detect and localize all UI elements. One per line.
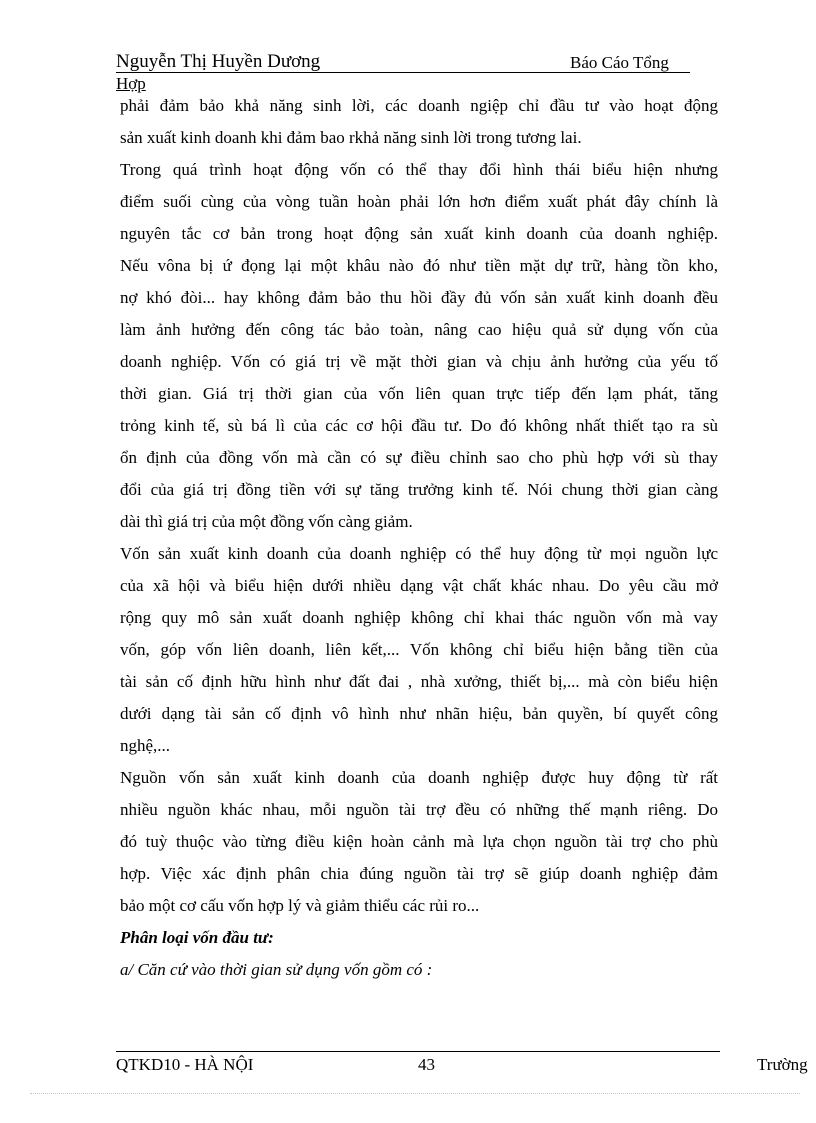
header-title: Báo Cáo Tổng [570,53,669,72]
section-heading [120,922,718,954]
text-line: đó tuỳ thuộc vào từng điều kiện hoàn cảnh mà lựa chọn nguồn tài trợ cho phù [120,832,718,851]
heading-text: Phân loại vốn đầu tư: [120,928,274,947]
footer-left: QTKD10 - HÀ NỘI [116,1055,254,1074]
text-line: nhiều nguồn khác nhau, mỗi nguồn tài trợ đều có những thế mạnh riêng. Do [120,800,718,819]
section-subheading [120,954,718,986]
text-line: hợp. Việc xác định phân chia đúng nguồn tài trợ sẽ giúp doanh nghiệp đảm [120,864,718,883]
paragraph-1 [120,90,718,154]
text-line: nợ khó đòi... hay không đảm bảo thu hồi đầy đủ vốn sản xuất kinh doanh đều [120,288,718,307]
paragraph-2 [120,154,718,538]
text-line: nguyên tắc cơ bản trong hoạt động sản xuất kinh doanh của doanh nghiệp. [120,224,718,243]
header-author: Nguyễn Thị Huyền Dương [116,51,321,72]
paragraph-4 [120,762,718,922]
text-line: vốn, góp vốn liên doanh, liên kết,... Vốn không chỉ biểu hiện bằng tiền của [120,640,718,659]
text-line: dài thì giá trị của một đồng vốn càng giảm. [120,512,413,531]
text-line: ổn định của đồng vốn mà cần có sự điều chỉnh sao cho phù hợp với sù thay [120,448,718,467]
text-line: phải đảm bảo khả năng sinh lời, các doanh ngiệp chỉ đầu tư vào hoạt động [120,96,718,115]
subheading-text: a/ Căn cứ vào thời gian sử dụng vốn gồm có : [120,960,433,979]
text-line: tài sản cố định hữu hình như đất đai , nhà xưởng, thiết bị,... mà còn biểu hiện [120,672,718,691]
text-line: Vốn sản xuất kinh doanh của doanh nghiệp có thể huy động từ mọi nguồn lực [120,544,718,563]
text-line: bảo một cơ cấu vốn hợp lý và giảm thiểu các rủi ro... [120,896,480,915]
text-line: trỏng kinh tế, sù bá lì của các cơ hội đầu tư. Do đó không nhất thiết tạo ra sù [120,416,718,435]
text-line: Nếu vôna bị ứ đọng lại một khâu nào đó như tiền mặt dự trữ, hàng tồn kho, [120,256,718,275]
text-line: điểm suối cùng của vòng tuần hoàn phải lớn hơn điểm xuất phát đây chính là [120,192,718,211]
header-rule [116,72,690,73]
paragraph-3 [120,538,718,762]
text-line: Trong quá trình hoạt động vốn có thể thay đổi hình thái biểu hiện nhưng [120,160,718,179]
footer-rule [116,1051,720,1052]
document-body [120,90,718,986]
page-bottom-edge [30,1093,800,1094]
text-line: nghệ,... [120,736,171,755]
text-line: sản xuất kinh doanh khi đảm bao rkhả năng sinh lời trong tương lai. [120,128,582,147]
text-line: làm ảnh hưởng đến công tác bảo toàn, nâng cao hiệu quả sử dụng vốn của [120,320,718,339]
text-line: rộng quy mô sản xuất doanh nghiệp không chỉ khai thác nguồn vốn mà vay [120,608,718,627]
footer-right: Trường [757,1055,808,1074]
text-line: doanh nghiệp. Vốn có giá trị về mặt thời gian và chịu ảnh hưởng của yếu tố [120,352,718,371]
text-line: thời gian. Giá trị thời gian của vốn liên quan trực tiếp đến lạm phát, tăng [120,384,718,403]
text-line: Nguồn vốn sản xuất kinh doanh của doanh nghiệp được huy động từ rất [120,768,718,787]
text-line: của xã hội và biểu hiện dưới nhiều dạng vật chất khác nhau. Do yêu cầu mở [120,576,718,595]
header-title-continuation: Hợp [116,74,146,93]
page-number: 43 [418,1055,435,1074]
text-line: đổi của giá trị đồng tiền với sự tăng trưởng kinh tế. Nói chung thời gian càng [120,480,718,499]
text-line: dưới dạng tài sản cố định vô hình như nhãn hiệu, bản quyền, bí quyết công [120,704,718,723]
